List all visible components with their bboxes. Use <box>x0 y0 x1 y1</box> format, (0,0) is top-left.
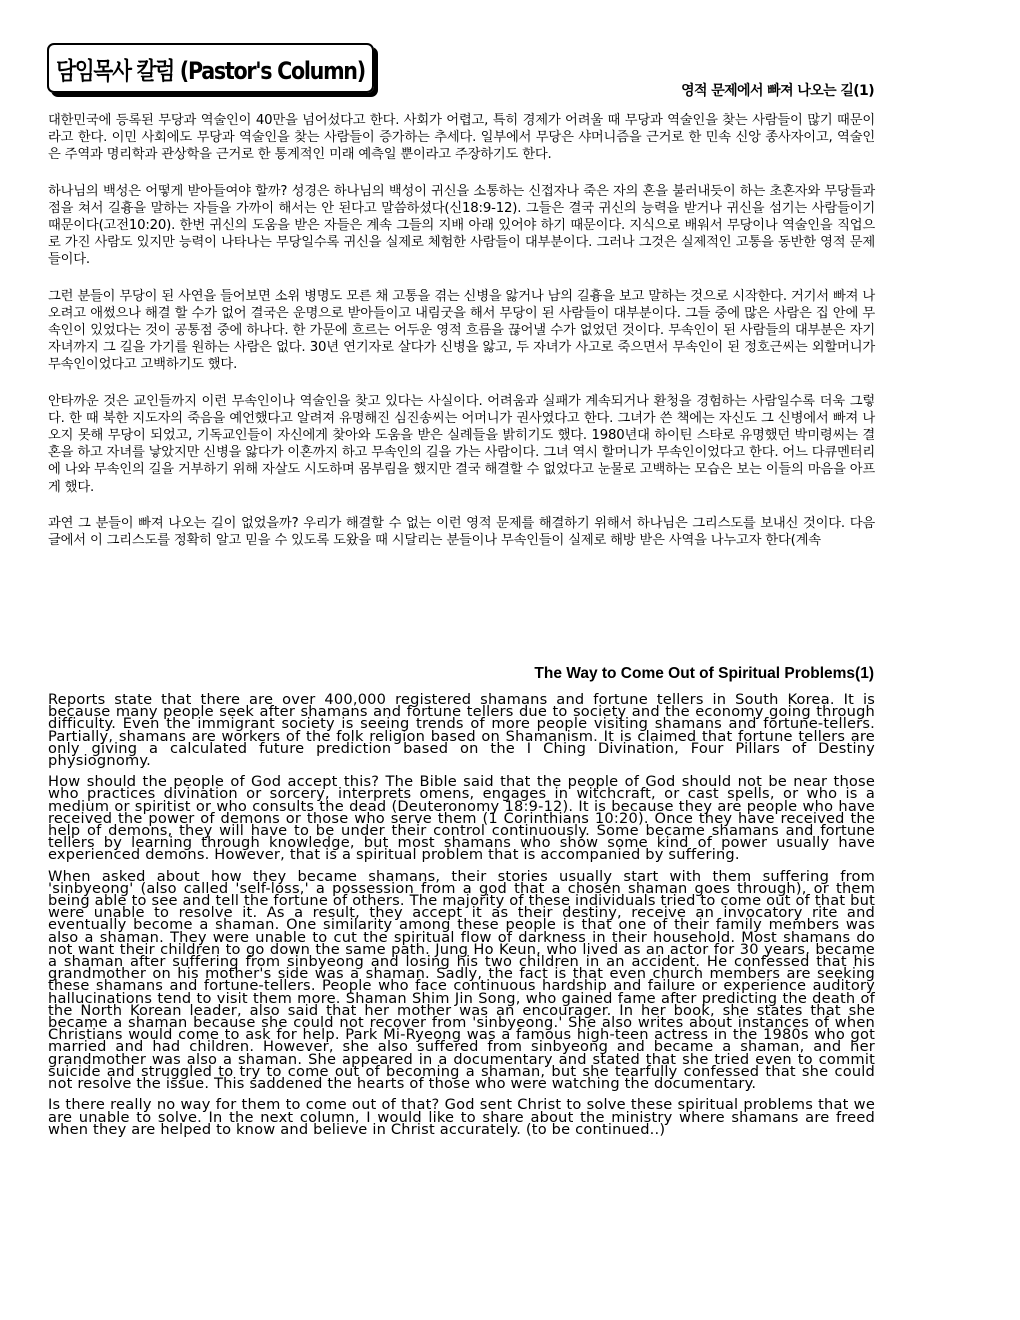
korean-article-body <box>48 112 875 568</box>
english-paragraph: How should the people of God accept this? The Bible said that the people of God should not be near those who practices divination or sorcery, interprets omens, engages in witchcraft, or cast spells, or who is a medium or spiritist or who consults the dead (Deuteronomy 18:9-12). It is because they are people who have received the power of demons or those who serve them (1 Corinthians 10:20). Once they have received the help of demons, they will have to be under their control continuously. Some became shamans and fortune tellers by learning through knowledge, but most shamans who show some kind of power usually have experienced demons. However, that is a spiritual problem that is accompanied by suffering. <box>48 773 875 864</box>
column-header-title: 담임목사 칼럼 (Pastor's Column) <box>56 56 365 85</box>
korean-paragraph: 대한민국에 등록된 무당과 역술인이 40만을 넘어섰다고 한다. 사회가 어렵고, 특히 경제가 어려울 때 무당과 역술인을 찾는 사람들이 많기 때문이라고 한다. 이민 사회에도 무당과 역술인을 찾는 사람들이 증가하는 추세다. 일부에서 무당은 샤머니즘을 근거로 한 민속 신앙 종사자이고, 역술인은 주역과 명리학과 관상학을 근거로 한 통계적인 미래 예측일 뿐이라고 주장하기도 한다. <box>48 113 875 163</box>
english-article-title: The Way to Come Out of Spiritual Problems(1) <box>534 665 874 682</box>
korean-paragraph: 하나님의 백성은 어떻게 받아들여야 할까? 성경은 하나님의 백성이 귀신을 소통하는 신접자나 죽은 자의 혼을 불러내듯이 하는 초혼자와 무당들과 점을 쳐서 길흉을 말하는 자들을 가까이 해서는 안 된다고 말씀하셨다(신18:9-12). 그들은 결국 귀신의 능력을 받거나 귀신을 섬기는 사람들이기 때문이다(고전10:20). 한번 귀신의 도움을 받은 자들은 계속 그들의 지배 아래 있어야 하기 때문이다. 지식으로 배워서 무당이나 역술인을 직업으로 가진 사람도 있지만 능력이 나타나는 무당일수록 귀신을 실제로 체험한 사람들이 대부분이다. 그러나 그것은 실제적인 고통을 동반한 영적 문제들이다. <box>48 183 875 268</box>
korean-paragraph: 그런 분들이 무당이 된 사연을 들어보면 소위 병명도 모른 채 고통을 겪는 신병을 앓거나 남의 길흉을 보고 말하는 것으로 시작한다. 거기서 빠져 나오려고 애썼으나 해결 할 수가 없어 결국은 운명으로 받아들이고 내림굿을 해서 무당이 된 사람들이 대부분이다. 그들 중에 많은 사람은 집 안에 무속인이 있었다는 것이 공통점 중에 하나다. 한 가문에 흐르는 어두운 영적 흐름을 끊어낼 수가 없었던 것이다. 무속인이 된 사람들의 대부분은 자기 자녀까지 그 길을 가기를 원하는 사람은 없다. 30년 연기자로 살다가 신병을 앓고, 두 자녀가 사고로 죽으면서 무속인이 된 정호근씨는 외할머니가 무속인이었다고 고백하기도 했다. <box>48 288 875 373</box>
english-paragraph: Is there really no way for them to come out of that? God sent Christ to solve these spiritual problems that we are unable to solve. In the next column, I would like to share about the ministry where shamans are freed when they are helped to know and believe in Christ accurately. (to be continued..) <box>48 1096 875 1138</box>
english-article-body <box>48 691 875 1145</box>
korean-article-title: 영적 문제에서 빠져 나오는 길(1) <box>681 83 874 99</box>
english-paragraph: When asked about how they became shamans, their stories usually start with them suffering from 'sinbyeong' (also called 'self-loss,' a possession from a god that a chosen shaman goes through), or them being able to see and tell the fortune of others. The majority of these individuals tried to come out of that but were unable to resolve it. As a result, they accept it as their destiny, receive an invocatory rite and eventually become a shaman. One similarity among these people is that one of their family members was also a shaman. They were unable to cut the spiritual flow of darkness in their household. Most shamans do not want their children to go down the same path. Jung Ho Keun, who lived as an actor for 30 years, became a shaman after suffering from sinbyeong and losing his two children in an accident. He confessed that his grandmother on his mother's side was a shaman. Sadly, the fact is that even church members are seeking these shamans and fortune-tellers. People who face continuous hardship and failure or experience auditory hallucinations tend to visit them more. Shaman Shim Jin Song, who gained fame after predicting the death of the North Korean leader, also said that her mother was an encourager. In her book, she states that she became a shaman because she could not recover from 'sinbyeong.' She also writes about instances of when Christians would come to ask for help. Park Mi-Ryeong was a famous high-teen actress in the 1980s who got married and had children. However, she also suffered from sinbyeong and became a shaman, and her grandmother was also a shaman. She appeared in a documentary and stated that she tried even to commit suicide and struggled to try to come out of becoming a shaman, but she tearfully confessed that she could not resolve the issue. This saddened the hearts of those who were watching the documentary. <box>48 867 875 1093</box>
korean-paragraph: 과연 그 분들이 빠져 나오는 길이 없었을까? 우리가 해결할 수 없는 이런 영적 문제를 해결하기 위해서 하나님은 그리스도를 보내신 것이다. 다음 글에서 이 그리스도를 정확히 알고 믿을 수 있도록 도왔을 때 시달리는 분들이나 무속인들이 실제로 해방 받은 사역을 나누고자 한다(계속 <box>48 515 875 549</box>
column-header-box <box>47 43 374 93</box>
korean-paragraph: 안타까운 것은 교인들까지 이런 무속인이나 역술인을 찾고 있다는 사실이다. 어려움과 실패가 계속되거나 환청을 경험하는 사람일수록 더욱 그렇다. 한 때 북한 지도자의 죽음을 예언했다고 알려져 유명해진 심진송씨는 어머니가 권사였다고 한다. 그녀가 쓴 책에는 자신도 그 신병에서 빠져 나오지 못해 무당이 되었고, 기독교인들이 자신에게 찾아와 도움을 받은 실례들을 밝히기도 했다. 1980년대 하이틴 스타로 유명했던 박미령씨는 결혼을 하고 자녀를 낳았지만 신병을 앓다가 이혼까지 하고 무속인의 길을 가는 사람이다. 그녀 역시 할머니가 무속인이었다고 한다. 어느 다큐멘터리에 나와 무속인의 길을 거부하기 위해 자살도 시도하며 몸부림을 했지만 결국 해결할 수 없었다고 눈물로 고백하는 모습은 보는 이들의 마음을 아프게 했다. <box>48 393 875 495</box>
english-paragraph: Reports state that there are over 400,000 registered shamans and fortune tellers in South Korea. It is because many people seek after shamans and fortune tellers due to society and the economy going through difficulty. Even the immigrant society is seeing trends of more people visiting shamans and fortune-tellers. Partially, shamans are workers of the folk religion based on Shamanism. It is claimed that fortune tellers are only giving a calculated future prediction based on the I Ching Divination, Four Pillars of Destiny physiognomy. <box>48 691 875 770</box>
